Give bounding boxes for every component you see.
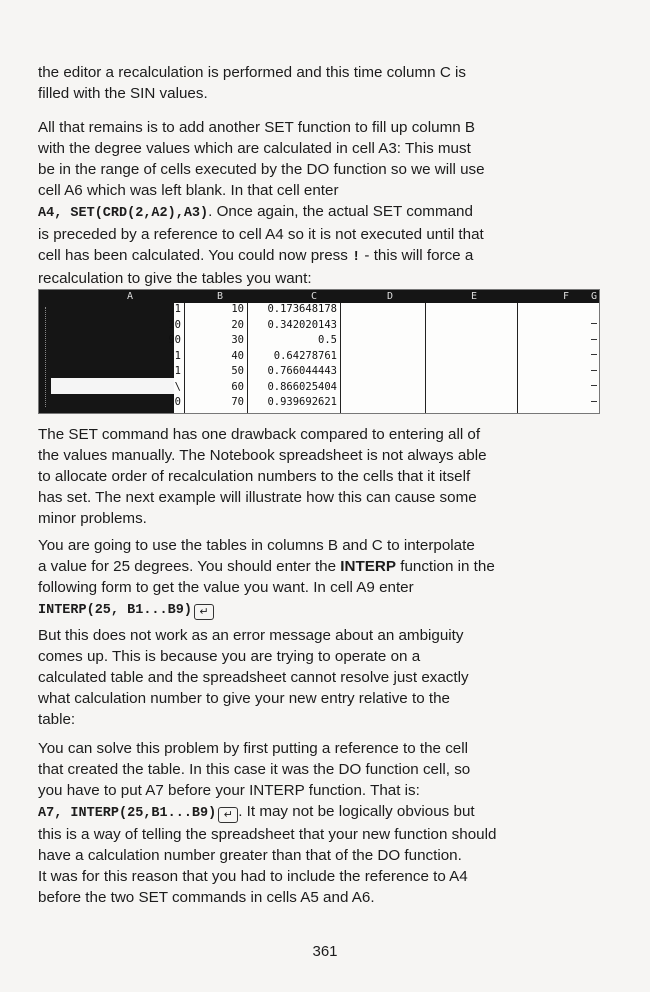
dash-mark — [591, 339, 597, 340]
column-divider — [247, 303, 248, 413]
cell-d2: 0.342020143 — [267, 319, 337, 331]
cell-c2: 20 — [231, 319, 244, 331]
cell-d1: 0.173648178 — [267, 303, 337, 315]
cell-c3: 30 — [231, 334, 244, 346]
cell-b2: 10 — [168, 319, 181, 331]
recalc-key-code: ! — [352, 250, 361, 265]
column-letter: F — [563, 291, 570, 302]
cell-b5: 1 — [174, 365, 181, 377]
dash-mark — [591, 370, 597, 371]
column-letter: D — [387, 291, 394, 302]
selected-row-highlight — [51, 378, 174, 394]
column-letter: A — [127, 291, 134, 302]
dash-mark — [591, 354, 597, 355]
divider — [45, 307, 47, 407]
column-letter: G — [591, 291, 598, 302]
cell-d5: 0.766044443 — [267, 365, 337, 377]
paragraph-2: All that remains is to add another SET function to fill up column B with the degree values which are calculated in cell A3: This must be in the range of cells executed by the DO function so we will use cell A6 which was left blank. In that cell enter A4, SET(CRD(2,A2),A3). Once again, the actual SET command is preceded by a reference to cell A4 so it is not executed until that cell has been calculated. You could now press ! - this will force a recalculation to give the tables you want: — [38, 119, 485, 287]
cell-b6: \ — [174, 381, 181, 393]
page-number: 361 — [312, 943, 338, 960]
cell-d4: 0.64278761 — [273, 350, 337, 362]
enter-key-icon: ↵ — [194, 604, 214, 620]
column-divider — [184, 303, 185, 413]
cell-d6: 0.866025404 — [267, 381, 337, 393]
cell-b1: 1 — [174, 303, 181, 315]
column-letter: B — [217, 291, 224, 302]
column-letter: E — [471, 291, 478, 302]
column-letter: C — [311, 291, 318, 302]
dash-mark — [591, 401, 597, 402]
cell-c1: 10 — [231, 303, 244, 315]
column-divider — [425, 303, 426, 413]
cell-c6: 60 — [231, 381, 244, 393]
cell-b7: 0 — [174, 396, 181, 408]
cell-b4: 1 — [174, 350, 181, 362]
paragraph-4: You are going to use the tables in columns B and C to interpolate a value for 25 degrees. You should enter the INTERP function in the following form to get the value you want. In cell A9 enter INTERP(25, B1...B9) ↵ — [38, 537, 495, 618]
cell-c7: 70 — [231, 396, 244, 408]
cell-d7: 0.939692621 — [267, 396, 337, 408]
a7-interp-code: A7, INTERP(25,B1...B9) — [38, 806, 217, 821]
sidebar-panel — [39, 303, 174, 413]
column-divider — [517, 303, 518, 413]
cell-c5: 50 — [231, 365, 244, 377]
cell-d3: 0.5 — [318, 334, 337, 346]
paragraph-5: But this does not work as an error message about an ambiguity comes up. This is because you are trying to operate on a calculated table and the spreadsheet cannot resolve just exactly what calculation number to give your new entry relative to the table: — [38, 627, 469, 728]
interp-keyword: INTERP — [340, 558, 396, 575]
enter-key-icon: ↵ — [218, 807, 238, 823]
spreadsheet-screenshot — [38, 289, 600, 414]
cell-b3: 90 — [168, 334, 181, 346]
paragraph-6: You can solve this problem by first putting a reference to the cell that created the table. In this case it was the DO function cell, so you have to put A7 before your INTERP function. That is: A7, INTERP(25,B1...B9) ↵ . It may not be logically obvious but this is a way of telling the spreadsheet that your new function should have a calculation number greater than that of the DO function. It was for this reason that you had to include the reference to A4 before the two SET commands in cells A5 and A6. — [38, 740, 497, 906]
cell-c4: 40 — [231, 350, 244, 362]
dash-mark — [591, 323, 597, 324]
interp-command-code: INTERP(25, B1...B9) — [38, 603, 192, 618]
paragraph-3: The SET command has one drawback compared to entering all of the values manually. The Notebook spreadsheet is not always able to allocate order of recalculation numbers to the cells that it itself has set. The next example will illustrate how this can cause some minor problems. — [38, 426, 487, 527]
set-command-code: A4, SET(CRD(2,A2),A3) — [38, 206, 209, 221]
dash-mark — [591, 385, 597, 386]
column-header-bar — [39, 290, 599, 303]
column-divider — [340, 303, 341, 413]
paragraph-1: the editor a recalculation is performed and this time column C is filled with the SIN values. — [38, 64, 466, 102]
